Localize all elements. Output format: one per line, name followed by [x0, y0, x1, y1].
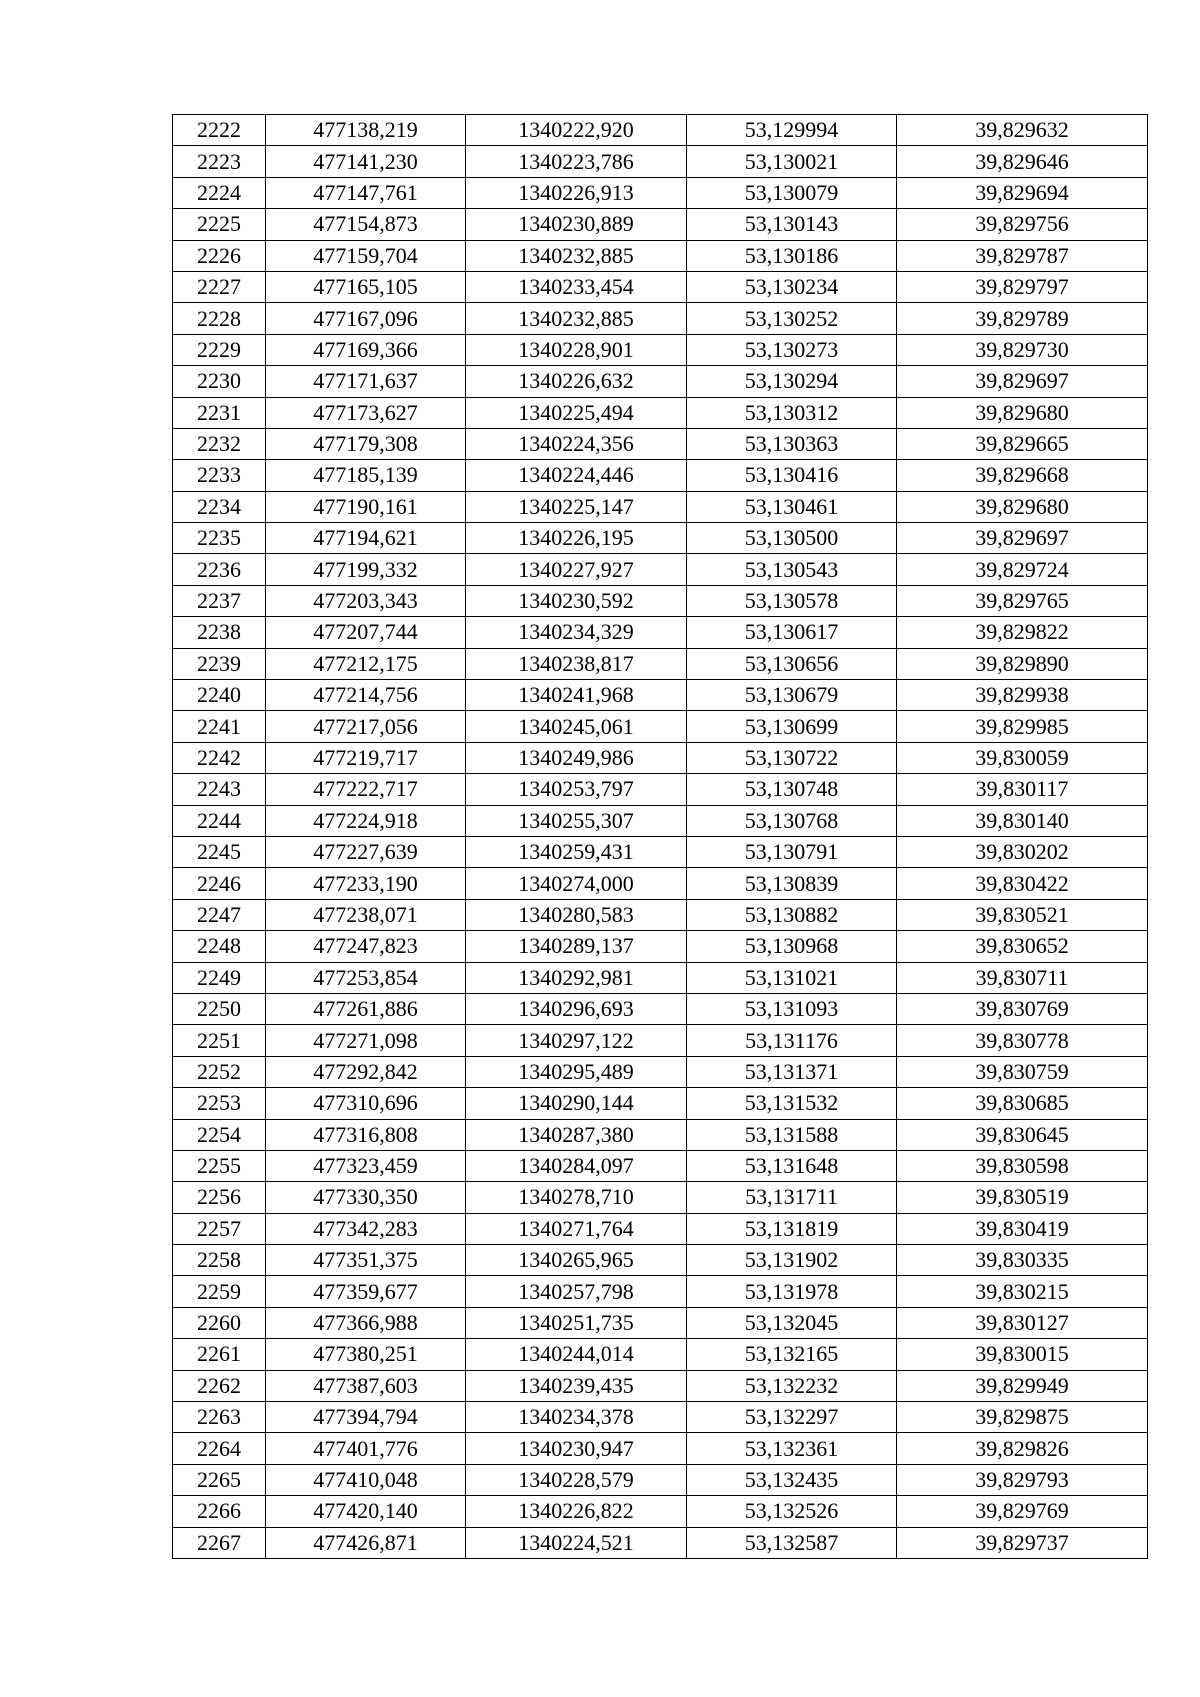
table-row	[173, 1307, 1148, 1338]
x-coordinate-cell: 477253,854	[266, 962, 466, 993]
y-coordinate-cell: 1340222,920	[466, 115, 687, 146]
longitude-cell: 39,830778	[897, 1025, 1148, 1056]
point-number-cell: 2251	[173, 1025, 266, 1056]
latitude-cell: 53,130500	[687, 523, 897, 554]
latitude-cell: 53,130461	[687, 491, 897, 522]
x-coordinate-cell: 477138,219	[266, 115, 466, 146]
latitude-cell: 53,130791	[687, 836, 897, 867]
point-number-cell: 2240	[173, 680, 266, 711]
latitude-cell: 53,131902	[687, 1245, 897, 1276]
y-coordinate-cell: 1340278,710	[466, 1182, 687, 1213]
longitude-cell: 39,829765	[897, 585, 1148, 616]
table-row	[173, 523, 1148, 554]
longitude-cell: 39,829789	[897, 303, 1148, 334]
table-row	[173, 1213, 1148, 1244]
x-coordinate-cell: 477351,375	[266, 1245, 466, 1276]
point-number-cell: 2245	[173, 836, 266, 867]
longitude-cell: 39,829793	[897, 1464, 1148, 1495]
y-coordinate-cell: 1340245,061	[466, 711, 687, 742]
y-coordinate-cell: 1340234,378	[466, 1402, 687, 1433]
y-coordinate-cell: 1340297,122	[466, 1025, 687, 1056]
table-row	[173, 1370, 1148, 1401]
table-row	[173, 115, 1148, 146]
x-coordinate-cell: 477292,842	[266, 1056, 466, 1087]
table-row	[173, 993, 1148, 1024]
longitude-cell: 39,830645	[897, 1119, 1148, 1150]
latitude-cell: 53,132297	[687, 1402, 897, 1433]
point-number-cell: 2230	[173, 366, 266, 397]
table-row	[173, 1433, 1148, 1464]
latitude-cell: 53,130768	[687, 805, 897, 836]
table-row	[173, 271, 1148, 302]
latitude-cell: 53,131711	[687, 1182, 897, 1213]
point-number-cell: 2227	[173, 271, 266, 302]
table-row	[173, 491, 1148, 522]
point-number-cell: 2244	[173, 805, 266, 836]
y-coordinate-cell: 1340280,583	[466, 899, 687, 930]
y-coordinate-cell: 1340224,446	[466, 460, 687, 491]
longitude-cell: 39,829632	[897, 115, 1148, 146]
x-coordinate-cell: 477394,794	[266, 1402, 466, 1433]
y-coordinate-cell: 1340228,579	[466, 1464, 687, 1495]
latitude-cell: 53,130679	[687, 680, 897, 711]
longitude-cell: 39,829697	[897, 366, 1148, 397]
point-number-cell: 2241	[173, 711, 266, 742]
table-row	[173, 1056, 1148, 1087]
latitude-cell: 53,131176	[687, 1025, 897, 1056]
x-coordinate-cell: 477185,139	[266, 460, 466, 491]
y-coordinate-cell: 1340232,885	[466, 303, 687, 334]
y-coordinate-cell: 1340274,000	[466, 868, 687, 899]
latitude-cell: 53,131978	[687, 1276, 897, 1307]
x-coordinate-cell: 477342,283	[266, 1213, 466, 1244]
x-coordinate-cell: 477227,639	[266, 836, 466, 867]
latitude-cell: 53,131532	[687, 1088, 897, 1119]
y-coordinate-cell: 1340232,885	[466, 240, 687, 271]
latitude-cell: 53,130578	[687, 585, 897, 616]
x-coordinate-cell: 477247,823	[266, 931, 466, 962]
x-coordinate-cell: 477387,603	[266, 1370, 466, 1401]
point-number-cell: 2232	[173, 428, 266, 459]
latitude-cell: 53,130252	[687, 303, 897, 334]
table-row	[173, 648, 1148, 679]
point-number-cell: 2266	[173, 1496, 266, 1527]
table-row	[173, 209, 1148, 240]
table-row	[173, 617, 1148, 648]
longitude-cell: 39,829949	[897, 1370, 1148, 1401]
table-row	[173, 1088, 1148, 1119]
table-row	[173, 868, 1148, 899]
x-coordinate-cell: 477316,808	[266, 1119, 466, 1150]
x-coordinate-cell: 477154,873	[266, 209, 466, 240]
latitude-cell: 53,130617	[687, 617, 897, 648]
x-coordinate-cell: 477323,459	[266, 1150, 466, 1181]
y-coordinate-cell: 1340223,786	[466, 146, 687, 177]
table-row	[173, 460, 1148, 491]
x-coordinate-cell: 477159,704	[266, 240, 466, 271]
longitude-cell: 39,829680	[897, 397, 1148, 428]
longitude-cell: 39,829890	[897, 648, 1148, 679]
latitude-cell: 53,130968	[687, 931, 897, 962]
y-coordinate-cell: 1340244,014	[466, 1339, 687, 1370]
point-number-cell: 2250	[173, 993, 266, 1024]
y-coordinate-cell: 1340234,329	[466, 617, 687, 648]
x-coordinate-cell: 477359,677	[266, 1276, 466, 1307]
longitude-cell: 39,829797	[897, 271, 1148, 302]
point-number-cell: 2222	[173, 115, 266, 146]
longitude-cell: 39,829826	[897, 1433, 1148, 1464]
latitude-cell: 53,131371	[687, 1056, 897, 1087]
latitude-cell: 53,130882	[687, 899, 897, 930]
x-coordinate-cell: 477212,175	[266, 648, 466, 679]
latitude-cell: 53,131819	[687, 1213, 897, 1244]
longitude-cell: 39,830117	[897, 774, 1148, 805]
latitude-cell: 53,130363	[687, 428, 897, 459]
point-number-cell: 2228	[173, 303, 266, 334]
table-row	[173, 680, 1148, 711]
point-number-cell: 2265	[173, 1464, 266, 1495]
table-row	[173, 397, 1148, 428]
longitude-cell: 39,829724	[897, 554, 1148, 585]
y-coordinate-cell: 1340225,494	[466, 397, 687, 428]
longitude-cell: 39,829694	[897, 177, 1148, 208]
point-number-cell: 2246	[173, 868, 266, 899]
x-coordinate-cell: 477165,105	[266, 271, 466, 302]
x-coordinate-cell: 477141,230	[266, 146, 466, 177]
x-coordinate-cell: 477233,190	[266, 868, 466, 899]
y-coordinate-cell: 1340295,489	[466, 1056, 687, 1087]
latitude-cell: 53,132045	[687, 1307, 897, 1338]
table-row	[173, 334, 1148, 365]
table-row	[173, 146, 1148, 177]
table-row	[173, 1182, 1148, 1213]
table-row	[173, 554, 1148, 585]
latitude-cell: 53,132526	[687, 1496, 897, 1527]
table-row	[173, 1119, 1148, 1150]
latitude-cell: 53,131648	[687, 1150, 897, 1181]
table-row	[173, 805, 1148, 836]
table-row	[173, 742, 1148, 773]
x-coordinate-cell: 477271,098	[266, 1025, 466, 1056]
longitude-cell: 39,830685	[897, 1088, 1148, 1119]
latitude-cell: 53,130294	[687, 366, 897, 397]
point-number-cell: 2260	[173, 1307, 266, 1338]
longitude-cell: 39,829787	[897, 240, 1148, 271]
longitude-cell: 39,829756	[897, 209, 1148, 240]
y-coordinate-cell: 1340230,947	[466, 1433, 687, 1464]
x-coordinate-cell: 477199,332	[266, 554, 466, 585]
longitude-cell: 39,829822	[897, 617, 1148, 648]
latitude-cell: 53,130234	[687, 271, 897, 302]
longitude-cell: 39,829730	[897, 334, 1148, 365]
x-coordinate-cell: 477380,251	[266, 1339, 466, 1370]
y-coordinate-cell: 1340292,981	[466, 962, 687, 993]
latitude-cell: 53,132232	[687, 1370, 897, 1401]
y-coordinate-cell: 1340233,454	[466, 271, 687, 302]
x-coordinate-cell: 477238,071	[266, 899, 466, 930]
table-row	[173, 774, 1148, 805]
longitude-cell: 39,830422	[897, 868, 1148, 899]
longitude-cell: 39,830711	[897, 962, 1148, 993]
point-number-cell: 2249	[173, 962, 266, 993]
latitude-cell: 53,131021	[687, 962, 897, 993]
latitude-cell: 53,132587	[687, 1527, 897, 1558]
table-row	[173, 899, 1148, 930]
y-coordinate-cell: 1340239,435	[466, 1370, 687, 1401]
longitude-cell: 39,829668	[897, 460, 1148, 491]
table-row	[173, 1496, 1148, 1527]
point-number-cell: 2248	[173, 931, 266, 962]
y-coordinate-cell: 1340271,764	[466, 1213, 687, 1244]
x-coordinate-cell: 477261,886	[266, 993, 466, 1024]
y-coordinate-cell: 1340287,380	[466, 1119, 687, 1150]
point-number-cell: 2226	[173, 240, 266, 271]
x-coordinate-cell: 477179,308	[266, 428, 466, 459]
x-coordinate-cell: 477330,350	[266, 1182, 466, 1213]
x-coordinate-cell: 477224,918	[266, 805, 466, 836]
x-coordinate-cell: 477147,761	[266, 177, 466, 208]
longitude-cell: 39,829680	[897, 491, 1148, 522]
x-coordinate-cell: 477420,140	[266, 1496, 466, 1527]
point-number-cell: 2223	[173, 146, 266, 177]
table-row	[173, 962, 1148, 993]
longitude-cell: 39,829737	[897, 1527, 1148, 1558]
y-coordinate-cell: 1340226,195	[466, 523, 687, 554]
y-coordinate-cell: 1340289,137	[466, 931, 687, 962]
point-number-cell: 2236	[173, 554, 266, 585]
longitude-cell: 39,830759	[897, 1056, 1148, 1087]
longitude-cell: 39,830127	[897, 1307, 1148, 1338]
y-coordinate-cell: 1340225,147	[466, 491, 687, 522]
longitude-cell: 39,829875	[897, 1402, 1148, 1433]
latitude-cell: 53,131093	[687, 993, 897, 1024]
point-number-cell: 2239	[173, 648, 266, 679]
point-number-cell: 2259	[173, 1276, 266, 1307]
y-coordinate-cell: 1340224,521	[466, 1527, 687, 1558]
y-coordinate-cell: 1340226,822	[466, 1496, 687, 1527]
y-coordinate-cell: 1340227,927	[466, 554, 687, 585]
table-row	[173, 303, 1148, 334]
longitude-cell: 39,830015	[897, 1339, 1148, 1370]
point-number-cell: 2224	[173, 177, 266, 208]
x-coordinate-cell: 477167,096	[266, 303, 466, 334]
latitude-cell: 53,130839	[687, 868, 897, 899]
point-number-cell: 2256	[173, 1182, 266, 1213]
latitude-cell: 53,132361	[687, 1433, 897, 1464]
x-coordinate-cell: 477214,756	[266, 680, 466, 711]
latitude-cell: 53,130273	[687, 334, 897, 365]
x-coordinate-cell: 477190,161	[266, 491, 466, 522]
point-number-cell: 2233	[173, 460, 266, 491]
latitude-cell: 53,132435	[687, 1464, 897, 1495]
latitude-cell: 53,130699	[687, 711, 897, 742]
latitude-cell: 53,130079	[687, 177, 897, 208]
table-row	[173, 1245, 1148, 1276]
x-coordinate-cell: 477401,776	[266, 1433, 466, 1464]
longitude-cell: 39,830652	[897, 931, 1148, 962]
x-coordinate-cell: 477173,627	[266, 397, 466, 428]
latitude-cell: 53,132165	[687, 1339, 897, 1370]
y-coordinate-cell: 1340251,735	[466, 1307, 687, 1338]
point-number-cell: 2261	[173, 1339, 266, 1370]
x-coordinate-cell: 477310,696	[266, 1088, 466, 1119]
x-coordinate-cell: 477219,717	[266, 742, 466, 773]
y-coordinate-cell: 1340241,968	[466, 680, 687, 711]
y-coordinate-cell: 1340296,693	[466, 993, 687, 1024]
x-coordinate-cell: 477426,871	[266, 1527, 466, 1558]
table-row	[173, 177, 1148, 208]
longitude-cell: 39,830419	[897, 1213, 1148, 1244]
y-coordinate-cell: 1340228,901	[466, 334, 687, 365]
latitude-cell: 53,129994	[687, 115, 897, 146]
table-row	[173, 711, 1148, 742]
x-coordinate-cell: 477410,048	[266, 1464, 466, 1495]
table-row	[173, 366, 1148, 397]
point-number-cell: 2257	[173, 1213, 266, 1244]
point-number-cell: 2264	[173, 1433, 266, 1464]
y-coordinate-cell: 1340253,797	[466, 774, 687, 805]
longitude-cell: 39,830519	[897, 1182, 1148, 1213]
latitude-cell: 53,130543	[687, 554, 897, 585]
longitude-cell: 39,830140	[897, 805, 1148, 836]
latitude-cell: 53,130656	[687, 648, 897, 679]
point-number-cell: 2238	[173, 617, 266, 648]
table-row	[173, 931, 1148, 962]
latitude-cell: 53,130748	[687, 774, 897, 805]
x-coordinate-cell: 477366,988	[266, 1307, 466, 1338]
y-coordinate-cell: 1340230,889	[466, 209, 687, 240]
latitude-cell: 53,130186	[687, 240, 897, 271]
point-number-cell: 2252	[173, 1056, 266, 1087]
point-number-cell: 2234	[173, 491, 266, 522]
y-coordinate-cell: 1340257,798	[466, 1276, 687, 1307]
longitude-cell: 39,829697	[897, 523, 1148, 554]
longitude-cell: 39,830215	[897, 1276, 1148, 1307]
point-number-cell: 2247	[173, 899, 266, 930]
point-number-cell: 2243	[173, 774, 266, 805]
point-number-cell: 2253	[173, 1088, 266, 1119]
y-coordinate-cell: 1340249,986	[466, 742, 687, 773]
point-number-cell: 2231	[173, 397, 266, 428]
longitude-cell: 39,829646	[897, 146, 1148, 177]
table-row	[173, 1150, 1148, 1181]
table-row	[173, 1339, 1148, 1370]
longitude-cell: 39,830202	[897, 836, 1148, 867]
latitude-cell: 53,130312	[687, 397, 897, 428]
longitude-cell: 39,830598	[897, 1150, 1148, 1181]
point-number-cell: 2255	[173, 1150, 266, 1181]
point-number-cell: 2258	[173, 1245, 266, 1276]
table-row	[173, 1464, 1148, 1495]
point-number-cell: 2237	[173, 585, 266, 616]
x-coordinate-cell: 477207,744	[266, 617, 466, 648]
table-row	[173, 1527, 1148, 1558]
y-coordinate-cell: 1340259,431	[466, 836, 687, 867]
point-number-cell: 2225	[173, 209, 266, 240]
table-row	[173, 428, 1148, 459]
y-coordinate-cell: 1340226,913	[466, 177, 687, 208]
longitude-cell: 39,829938	[897, 680, 1148, 711]
longitude-cell: 39,830059	[897, 742, 1148, 773]
latitude-cell: 53,130416	[687, 460, 897, 491]
point-number-cell: 2242	[173, 742, 266, 773]
table-row	[173, 240, 1148, 271]
y-coordinate-cell: 1340255,307	[466, 805, 687, 836]
longitude-cell: 39,829665	[897, 428, 1148, 459]
point-number-cell: 2235	[173, 523, 266, 554]
y-coordinate-cell: 1340290,144	[466, 1088, 687, 1119]
coordinates-table	[172, 114, 1148, 1559]
point-number-cell: 2229	[173, 334, 266, 365]
latitude-cell: 53,131588	[687, 1119, 897, 1150]
latitude-cell: 53,130143	[687, 209, 897, 240]
longitude-cell: 39,830769	[897, 993, 1148, 1024]
y-coordinate-cell: 1340224,356	[466, 428, 687, 459]
latitude-cell: 53,130722	[687, 742, 897, 773]
longitude-cell: 39,830521	[897, 899, 1148, 930]
longitude-cell: 39,829985	[897, 711, 1148, 742]
y-coordinate-cell: 1340238,817	[466, 648, 687, 679]
point-number-cell: 2263	[173, 1402, 266, 1433]
table-row	[173, 585, 1148, 616]
table-row	[173, 1025, 1148, 1056]
table-row	[173, 836, 1148, 867]
x-coordinate-cell: 477169,366	[266, 334, 466, 365]
latitude-cell: 53,130021	[687, 146, 897, 177]
x-coordinate-cell: 477171,637	[266, 366, 466, 397]
point-number-cell: 2262	[173, 1370, 266, 1401]
longitude-cell: 39,830335	[897, 1245, 1148, 1276]
x-coordinate-cell: 477194,621	[266, 523, 466, 554]
table-row	[173, 1402, 1148, 1433]
y-coordinate-cell: 1340226,632	[466, 366, 687, 397]
longitude-cell: 39,829769	[897, 1496, 1148, 1527]
y-coordinate-cell: 1340265,965	[466, 1245, 687, 1276]
coordinates-table-body	[173, 115, 1148, 1559]
y-coordinate-cell: 1340230,592	[466, 585, 687, 616]
x-coordinate-cell: 477217,056	[266, 711, 466, 742]
point-number-cell: 2267	[173, 1527, 266, 1558]
table-row	[173, 1276, 1148, 1307]
x-coordinate-cell: 477222,717	[266, 774, 466, 805]
x-coordinate-cell: 477203,343	[266, 585, 466, 616]
point-number-cell: 2254	[173, 1119, 266, 1150]
y-coordinate-cell: 1340284,097	[466, 1150, 687, 1181]
